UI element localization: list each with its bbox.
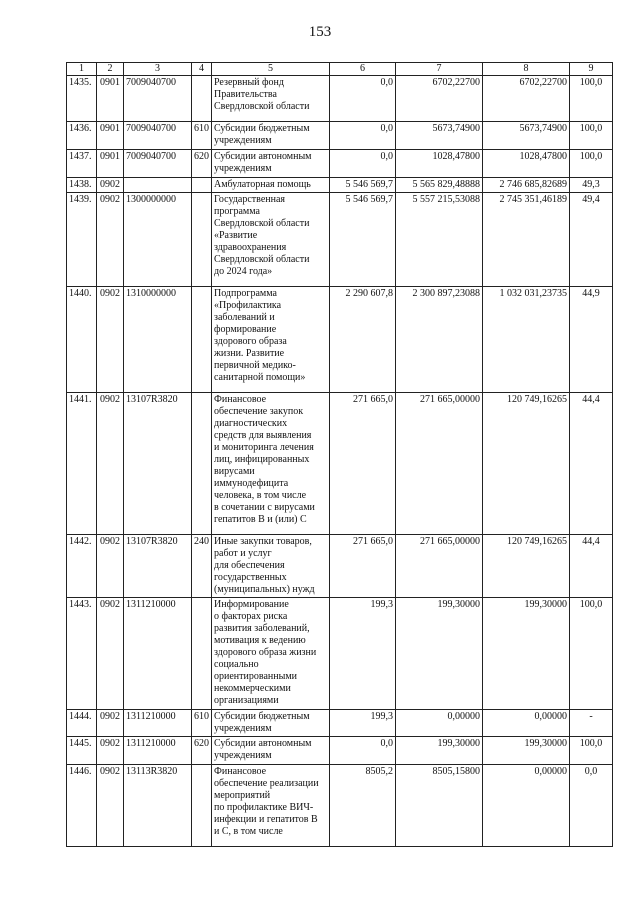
table-row <box>67 535 613 598</box>
row-number-cell: 1444. <box>67 710 97 737</box>
expense-type-cell <box>192 193 212 287</box>
item-name-cell: Государственная программа Свердловской области «Развитие здравоохранения Свердловской области до 2024 года» <box>212 193 330 287</box>
table-row <box>67 710 613 737</box>
row-number-cell: 1443. <box>67 598 97 710</box>
item-name-cell: Иные закупки товаров, работ и услуг для обеспечения государственных (муниципальных) нужд <box>212 535 330 598</box>
row-number-cell: 1436. <box>67 122 97 150</box>
target-code-cell: 7009040700 <box>124 150 192 178</box>
section-code-cell: 0902 <box>97 393 124 535</box>
page-number: 153 <box>308 24 332 40</box>
plan-amount-cell: 199,3 <box>330 598 396 710</box>
execution-percent-cell: 100,0 <box>570 122 613 150</box>
item-name-cell: Субсидии бюджетным учреждениям <box>212 710 330 737</box>
table-row <box>67 178 613 193</box>
plan-amount-cell: 5 546 569,7 <box>330 178 396 193</box>
refined-amount-cell: 271 665,00000 <box>396 535 483 598</box>
expense-type-cell <box>192 287 212 393</box>
plan-amount-cell: 2 290 607,8 <box>330 287 396 393</box>
table-row <box>67 122 613 150</box>
plan-amount-cell: 199,3 <box>330 710 396 737</box>
target-code-cell: 13113R3820 <box>124 765 192 847</box>
execution-percent-cell: 49,3 <box>570 178 613 193</box>
target-code-cell: 1311210000 <box>124 737 192 765</box>
section-code-cell: 0902 <box>97 287 124 393</box>
row-number-cell: 1446. <box>67 765 97 847</box>
expense-type-cell: 240 <box>192 535 212 598</box>
refined-amount-cell: 2 300 897,23088 <box>396 287 483 393</box>
column-header: 9 <box>570 63 613 76</box>
target-code-cell: 13107R3820 <box>124 393 192 535</box>
expense-type-cell: 610 <box>192 710 212 737</box>
table-row <box>67 393 613 535</box>
refined-amount-cell: 6702,22700 <box>396 76 483 122</box>
row-number-cell: 1441. <box>67 393 97 535</box>
section-code-cell: 0902 <box>97 765 124 847</box>
row-number-cell: 1445. <box>67 737 97 765</box>
row-number-cell: 1435. <box>67 76 97 122</box>
table-row <box>67 598 613 710</box>
plan-amount-cell: 0,0 <box>330 150 396 178</box>
execution-percent-cell: 44,9 <box>570 287 613 393</box>
expense-type-cell: 620 <box>192 737 212 765</box>
column-header: 4 <box>192 63 212 76</box>
plan-amount-cell: 8505,2 <box>330 765 396 847</box>
plan-amount-cell: 271 665,0 <box>330 535 396 598</box>
refined-amount-cell: 1028,47800 <box>396 150 483 178</box>
refined-amount-cell: 199,30000 <box>396 598 483 710</box>
section-code-cell: 0901 <box>97 150 124 178</box>
table-row <box>67 287 613 393</box>
executed-amount-cell: 6702,22700 <box>483 76 570 122</box>
section-code-cell: 0901 <box>97 76 124 122</box>
executed-amount-cell: 1028,47800 <box>483 150 570 178</box>
item-name-cell: Субсидии автономным учреждениям <box>212 737 330 765</box>
executed-amount-cell: 199,30000 <box>483 737 570 765</box>
item-name-cell: Подпрограмма «Профилактика заболеваний и формирование здорового образа жизни. Развитие первичной медико- санитарной помощи» <box>212 287 330 393</box>
row-number-cell: 1442. <box>67 535 97 598</box>
refined-amount-cell: 5673,74900 <box>396 122 483 150</box>
expense-type-cell: 620 <box>192 150 212 178</box>
plan-amount-cell: 0,0 <box>330 76 396 122</box>
execution-percent-cell: 44,4 <box>570 535 613 598</box>
table-row <box>67 737 613 765</box>
refined-amount-cell: 199,30000 <box>396 737 483 765</box>
execution-percent-cell: 44,4 <box>570 393 613 535</box>
executed-amount-cell: 120 749,16265 <box>483 535 570 598</box>
expense-type-cell <box>192 76 212 122</box>
execution-percent-cell: 100,0 <box>570 737 613 765</box>
section-code-cell: 0901 <box>97 122 124 150</box>
item-name-cell: Амбулаторная помощь <box>212 178 330 193</box>
expense-type-cell <box>192 598 212 710</box>
execution-percent-cell: 100,0 <box>570 598 613 710</box>
expense-type-cell <box>192 765 212 847</box>
executed-amount-cell: 1 032 031,23735 <box>483 287 570 393</box>
refined-amount-cell: 271 665,00000 <box>396 393 483 535</box>
column-header: 2 <box>97 63 124 76</box>
target-code-cell: 1311210000 <box>124 710 192 737</box>
item-name-cell: Финансовое обеспечение закупок диагностических средств для выявления и мониторинга лечения лиц, инфицированных вирусами иммунодефицита человека, в том числе в сочетании с вирусами гепатитов В и (или) С <box>212 393 330 535</box>
row-number-cell: 1440. <box>67 287 97 393</box>
row-number-cell: 1439. <box>67 193 97 287</box>
row-number-cell: 1438. <box>67 178 97 193</box>
column-header: 7 <box>396 63 483 76</box>
execution-percent-cell: 0,0 <box>570 765 613 847</box>
column-number-row <box>67 63 613 76</box>
section-code-cell: 0902 <box>97 598 124 710</box>
refined-amount-cell: 8505,15800 <box>396 765 483 847</box>
execution-percent-cell: - <box>570 710 613 737</box>
execution-percent-cell: 100,0 <box>570 76 613 122</box>
executed-amount-cell: 199,30000 <box>483 598 570 710</box>
table-row <box>67 193 613 287</box>
section-code-cell: 0902 <box>97 737 124 765</box>
table-row <box>67 150 613 178</box>
column-header: 5 <box>212 63 330 76</box>
executed-amount-cell: 120 749,16265 <box>483 393 570 535</box>
target-code-cell: 1310000000 <box>124 287 192 393</box>
column-header: 1 <box>67 63 97 76</box>
item-name-cell: Резервный фонд Правительства Свердловской области <box>212 76 330 122</box>
column-header: 3 <box>124 63 192 76</box>
section-code-cell: 0902 <box>97 710 124 737</box>
expense-type-cell: 610 <box>192 122 212 150</box>
column-header: 8 <box>483 63 570 76</box>
execution-percent-cell: 49,4 <box>570 193 613 287</box>
row-number-cell: 1437. <box>67 150 97 178</box>
item-name-cell: Финансовое обеспечение реализации мероприятий по профилактике ВИЧ- инфекции и гепатитов В и С, в том числе <box>212 765 330 847</box>
target-code-cell: 7009040700 <box>124 76 192 122</box>
item-name-cell: Субсидии автономным учреждениям <box>212 150 330 178</box>
plan-amount-cell: 271 665,0 <box>330 393 396 535</box>
executed-amount-cell: 2 746 685,82689 <box>483 178 570 193</box>
table-row <box>67 765 613 847</box>
executed-amount-cell: 2 745 351,46189 <box>483 193 570 287</box>
target-code-cell: 13107R3820 <box>124 535 192 598</box>
executed-amount-cell: 0,00000 <box>483 765 570 847</box>
section-code-cell: 0902 <box>97 535 124 598</box>
refined-amount-cell: 5 565 829,48888 <box>396 178 483 193</box>
target-code-cell: 1311210000 <box>124 598 192 710</box>
execution-percent-cell: 100,0 <box>570 150 613 178</box>
refined-amount-cell: 5 557 215,53088 <box>396 193 483 287</box>
target-code-cell: 1300000000 <box>124 193 192 287</box>
target-code-cell <box>124 178 192 193</box>
plan-amount-cell: 5 546 569,7 <box>330 193 396 287</box>
expense-type-cell <box>192 178 212 193</box>
plan-amount-cell: 0,0 <box>330 737 396 765</box>
section-code-cell: 0902 <box>97 178 124 193</box>
table-row <box>67 76 613 122</box>
column-header: 6 <box>330 63 396 76</box>
section-code-cell: 0902 <box>97 193 124 287</box>
item-name-cell: Субсидии бюджетным учреждениям <box>212 122 330 150</box>
executed-amount-cell: 5673,74900 <box>483 122 570 150</box>
plan-amount-cell: 0,0 <box>330 122 396 150</box>
refined-amount-cell: 0,00000 <box>396 710 483 737</box>
executed-amount-cell: 0,00000 <box>483 710 570 737</box>
budget-table <box>66 62 613 847</box>
target-code-cell: 7009040700 <box>124 122 192 150</box>
expense-type-cell <box>192 393 212 535</box>
item-name-cell: Информирование о факторах риска развития заболеваний, мотивация к ведению здорового образа жизни социально ориентированными некоммерческими организациями <box>212 598 330 710</box>
